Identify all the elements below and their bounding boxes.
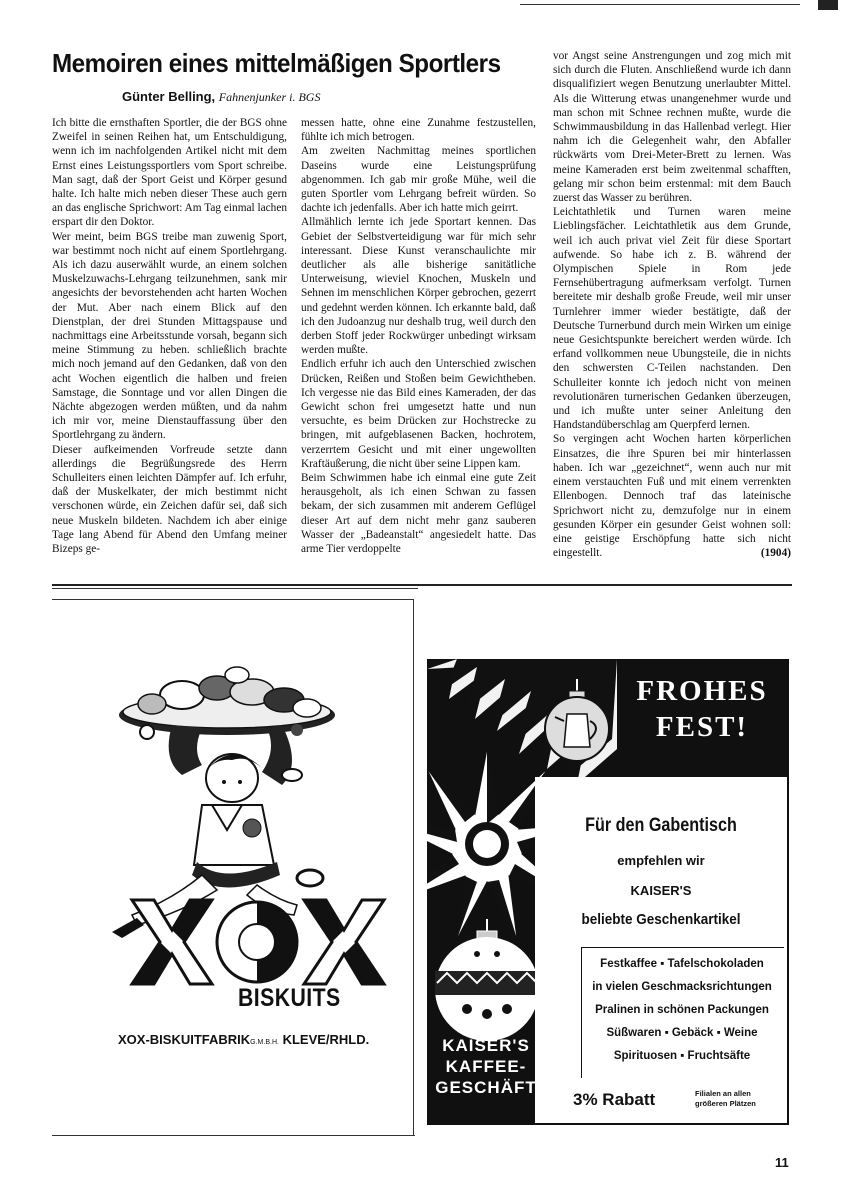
article-column-3 [553,49,791,560]
paragraph: Leichtathletik und Turnen waren meine Lieblingsfächer. Leichtathletik aus dem Grunde, weil ich auch privat viel Zeit für diese Sportart aufwende. So habe ich z. B. während der Olympischen Spiele in Rom jede Fernsehübertragung aufmerksam verfolgt. Turnen bereitete mir deshalb große Freude, weil mir unser Turnlehrer immer wieder bestätigte, daß der Deutsche Turnerbund durch mein Wirken um einige neue Gesichtspunkte bereichert werden würde. Ich erfand vollkommen neue Ubungsteile, die in nichts den schwersten C-Teilen nachstanden. Den Schulleiter konnte ich jedoch nicht von meinen revolutionären turnerischen Gedanken überzeugen, und ich mußte unter seiner Anleitung den Handstandüberschlag am Querpferd lernen. [553,206,791,432]
kaiser-greeting [622,673,782,745]
xox-product-name: BISKUITS [238,984,341,1012]
kaiser-product-box [581,947,784,1078]
kaiser-headline: Für den Gabentisch [585,815,737,836]
kaiser-line-4: beliebte Geschenkartikel [581,911,741,928]
article-title: Memoiren eines mittelmäßigen Sportlers [52,48,501,78]
xox-factory-type: G.M.B.H. [250,1039,279,1046]
kaiser-offer-panel [535,777,787,1123]
article-column-1 [52,116,287,556]
kaiser-shop-line-2: KAFFEE- [445,1057,527,1076]
top-rule [520,4,800,5]
xox-factory-name: XOX-BISKUITFABRIK [118,1032,251,1047]
article-end-code: (1904) [760,547,791,560]
xox-factory-city: KLEVE/RHLD. [282,1032,370,1047]
kaiser-ad [427,659,789,1125]
kaiser-product-line: Süßwaren ▪ Gebäck ▪ Weine [606,1027,758,1039]
kaiser-branches [695,1089,756,1109]
paragraph-text: So vergingen acht Wochen harten körperlichen Einsatzes, die ihre Spuren bei mir hinterlassen haben. Ich war „gezeichnet“, wenn auch nur mit einem verstauchten Fuß und mit einem verrenkten Ellenbogen. Dennoch traf das lateinische Sprichwort nicht zu, demzufolge nur in einem gesunden Körper ein gesunder Geist wohnen soll: eine geistige Erschöpfung hatte sich nicht eingestellt. [553,433,791,560]
xox-factory-line [118,1032,369,1047]
kaiser-product-line: in vielen Geschmacksrichtungen [592,981,772,993]
kaiser-line-2: empfehlen wir [617,853,705,868]
paragraph: Wer meint, beim BGS treibe man zuwenig Sport, war bestimmt noch nicht auf einem Sportlehrgang. Als ich dazu auserwählt wurde, an einem solchen Muskelzuwachs-Lehrgang teilzunehmen, sank mir angesichts der bevorstehenden acht harten Wochen der Mut. Aber nach einem Blick auf den Dienstplan, der drei Stunden Mittagspause und nachmittags eine Arbeitsstunde vorsah, begann sich meine Stimmung zu heben. schließlich brachte mich noch jemand auf den Gedanken, daß von den acht Wochen eigentlich die halben und freien Samstage, die Sonntage und vor allen Dingen die Nächte abgezogen werden müßten, und da nahm ich mir vor, meine Dienstauffassung über den Sportlehrgang zu ändern. [52,230,287,442]
kaiser-greeting-line-2: FEST! [655,711,749,743]
paragraph [553,432,791,560]
top-corner-mark [818,0,838,10]
kaiser-product-line: Spirituosen ▪ Fruchtsäfte [613,1050,751,1062]
ornament-ball-icon [435,919,539,1041]
kaiser-branches-line-1: Filialen an allen [695,1089,751,1098]
article-divider [52,584,792,586]
kaiser-shop-line-1: KAISER'S [442,1036,530,1055]
kaiser-branches-line-2: größeren Plätzen [695,1099,756,1108]
kaiser-shop-name [431,1035,541,1098]
paragraph: Endlich erfuhr ich auch den Unterschied zwischen Drücken, Reißen und Stoßen beim Gewichtheben. Ich vergesse nie das Bild eines Kameraden, der das Gewicht schon frei umgesetzt hatte und nun versuchte, es beim Drücken zur Hochstrecke zu bringen, mit aufgeblasenen Backen, hochrotem, verzerrtem Gesicht und mit einer ungewollten Kraftäußerung, die nicht über seine Lippen kam. [301,358,536,470]
page-number: 11 [775,1155,789,1170]
kaiser-greeting-line-1: FROHES [636,675,768,707]
paragraph: Dieser aufkeimenden Vorfreude setzte dann allerdings die Begrüßungsrede des Herrn Schulleiters einen leichten Dämpfer auf. Ich erfuhr, daß der Muskelkater, der mich bestimmt nicht verschonen würde, ein Zeichen dafür sei, daß sich neue Muskeln bildeten. Nachdem ich aber einige Tage lang Abend für Abend den Umfang meiner Bizeps ge- [52,443,287,556]
kaiser-product-line: Festkaffee ▪ Tafelschokoladen [600,958,764,970]
paragraph: messen hatte, ohne eine Zunahme festzustellen, fühlte ich mich betrogen. [301,117,536,144]
article-byline [122,89,320,105]
paragraph: Ich bitte die ernsthaften Sportler, die der BGS ohne Zweifel in seinen Reihen hat, um Entschuldigung, wenn ich im nachfolgenden Artikel nicht mit dem Ernst eines Leistungssportlers vom Sport schreibe. Man sagt, daß der Sport Geist und Körper gesund halte. Ich halte mich neben dieser These auch gern an das englische Sprichwort: Am Tag einmal lachen erspart dir den Doktor. [52,117,287,229]
xox-ad-illustration [52,600,414,990]
author-name: Günter Belling, [122,89,216,104]
kaiser-product-line: Pralinen in schönen Packungen [595,1004,769,1016]
kaiser-shop-line-3: GESCHÄFT [435,1078,537,1097]
paragraph: Allmählich lernte ich jede Sportart kennen. Das Gebiet der Selbstverteidigung war für mich sehr interessant. Diese Kunst veranschaulichte mir deutlicher als alle bisherige sanitätliche Unterweisung, wieviel Knochen, Muskeln und Sehnen im menschlichen Körper gebrochen, gezerrt und gedehnt werden können. Ich erkannte bald, daß ich den Judoanzug nur deshalb trug, weil durch den derben Stoff jeder Rockwürger unbedingt wirksam werden mußte. [301,216,536,357]
xox-ad-frame-top [52,588,418,589]
biscuit-platter-icon [119,667,335,739]
paragraph: Beim Schwimmen habe ich einmal eine gute Zeit herausgeholt, als ich einen Schwan zu fassen bekam, der sich zusammen mit anderem Geflügel dieser Art auf dem nicht mehr ganz sauberen Wasser der „Badeanstalt“ angesiedelt hatte. Das arme Tier verdoppelte [301,472,536,556]
article-column-2 [301,116,536,556]
kaiser-line-3: KAISER'S [630,883,692,898]
author-rank: Fahnenjunker i. BGS [218,90,321,104]
kaiser-discount: 3% Rabatt [573,1090,656,1109]
paragraph: Am zweiten Nachmittag meines sportlichen Daseins wurde eine Leistungsprüfung abgenommen. Ich gab mir große Mühe, weil die guten Sportler vom Lehrgang befreit würden. So dachte ich jedenfalls. Aber ich hatte mich geirrt. [301,145,536,215]
xox-ad-frame-bottom [52,1135,415,1136]
paragraph: vor Angst seine Anstrengungen und zog mich mit sich durch die Fluten. Anschließend wurde ich dann disqualifiziert wegen Benutzung unerlaubter Mittel. Als die Witterung etwas unangenehmer wurde und man schon mit Schnee rechnen mußte, wurde die Schwimmausbildung in das Hallenbad verlegt. Hier nahm ich die Gelegenheit wahr, den Abfaller rückwärts vom Drei-Meter-Brett zu lernen. Was meine Kameraden erst beim zweitenmal schafften, gelang mir schon beim erstenmal: mit dem Bauch zuerst das Wasser zu berühren. [553,50,791,205]
